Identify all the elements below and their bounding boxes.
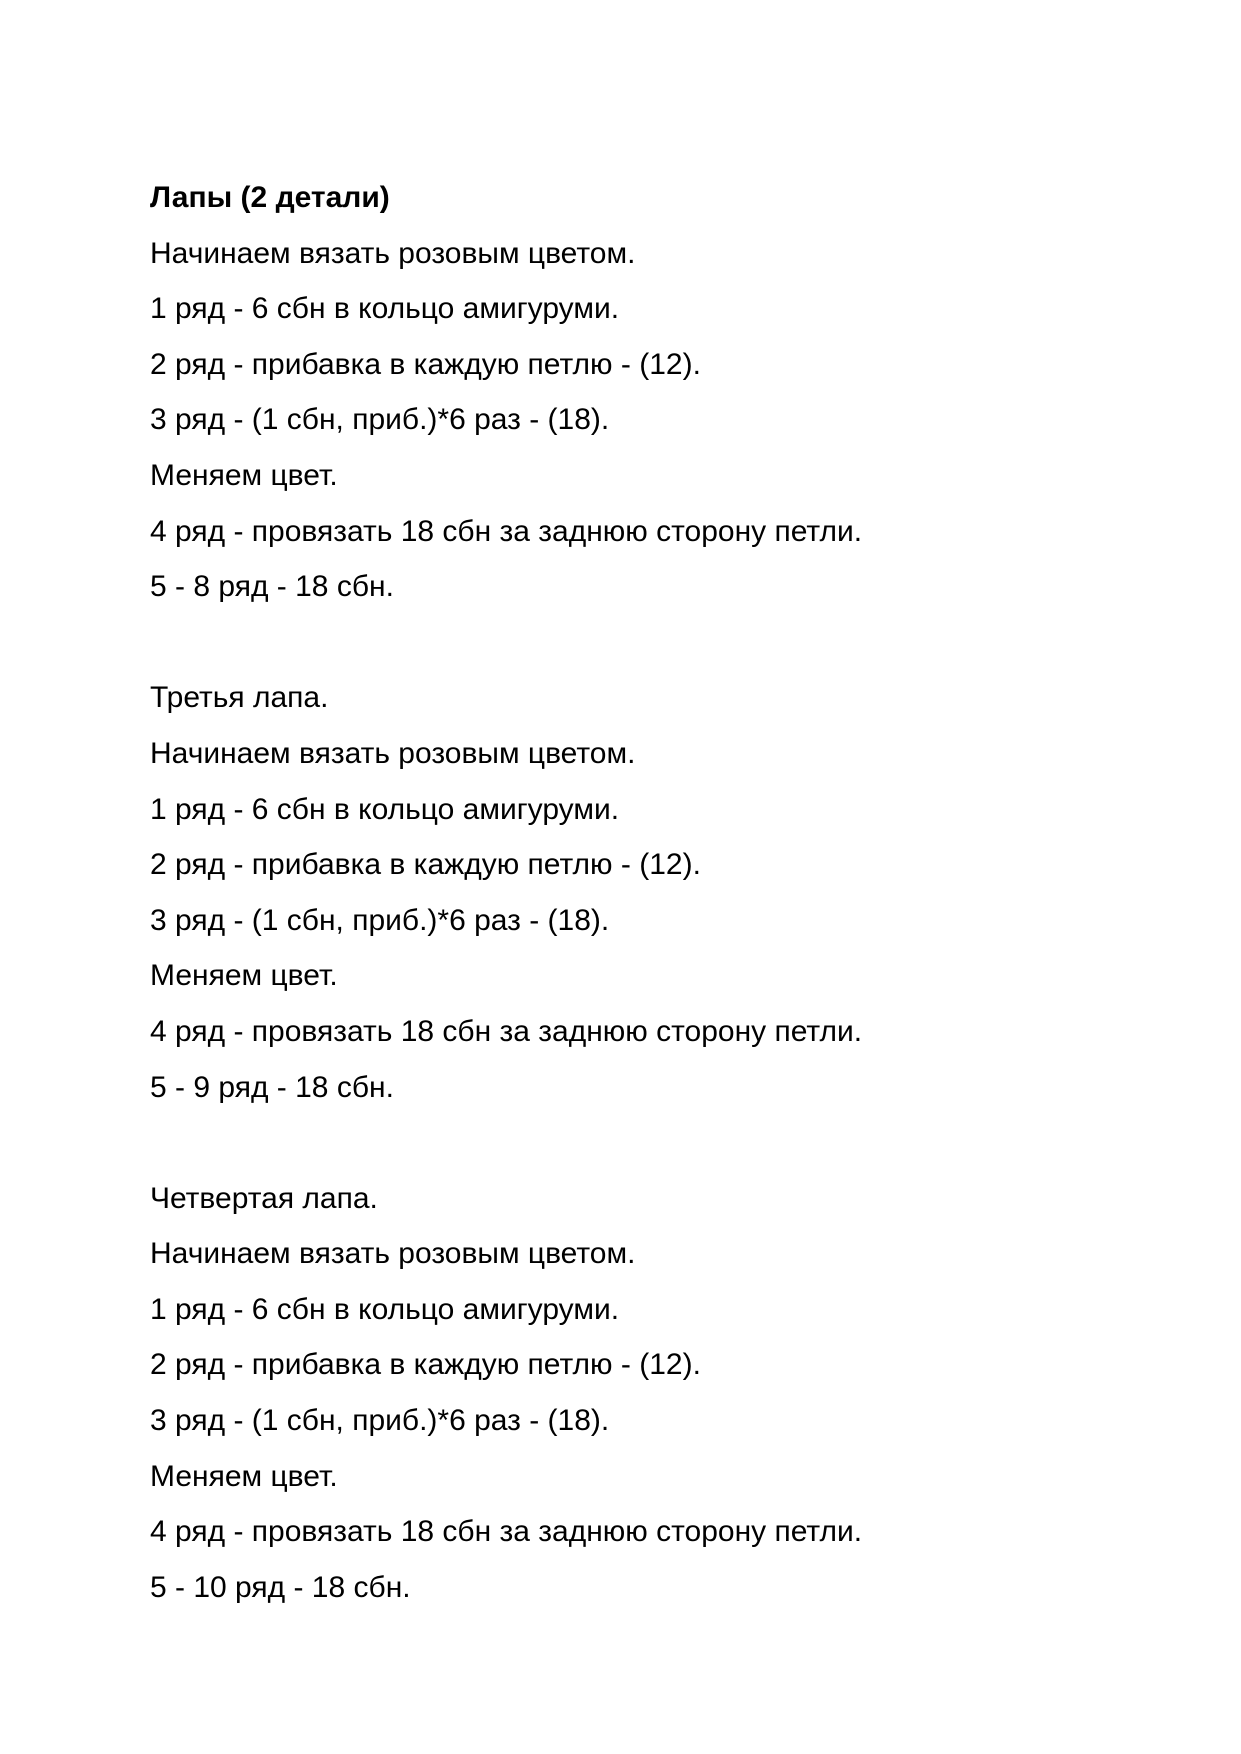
- text-line: 4 ряд - провязать 18 сбн за заднюю сторону петли.: [150, 514, 863, 548]
- section-spacer: [150, 1115, 1150, 1171]
- text-line: 2 ряд - прибавка в каждую петлю - (12).: [150, 347, 701, 381]
- text-line: 5 - 9 ряд - 18 сбн.: [150, 1070, 394, 1104]
- text-line: 2 ряд - прибавка в каждую петлю - (12).: [150, 848, 701, 882]
- document-title: Лапы (2 детали): [150, 181, 390, 214]
- text-line: 3 ряд - (1 сбн, приб.)*6 раз - (18).: [150, 1404, 610, 1438]
- text-line: Начинаем вязать розовым цветом.: [150, 1237, 636, 1271]
- text-line: Меняем цвет.: [150, 959, 338, 993]
- text-line: 1 ряд - 6 сбн в кольцо амигуруми.: [150, 1292, 620, 1326]
- section-heading: Третья лапа.: [150, 681, 329, 715]
- text-line: 2 ряд - прибавка в каждую петлю - (12).: [150, 1348, 701, 1382]
- section-spacer: [150, 615, 1150, 671]
- section-1: [150, 226, 1150, 615]
- text-line: 1 ряд - 6 сбн в кольцо амигуруми.: [150, 292, 620, 326]
- section-heading: Четвертая лапа.: [150, 1181, 378, 1215]
- text-line: Начинаем вязать розовым цветом.: [150, 736, 636, 770]
- section-2: [150, 670, 1150, 1115]
- text-line: Начинаем вязать розовым цветом.: [150, 236, 636, 270]
- text-line: 4 ряд - провязать 18 сбн за заднюю сторону петли.: [150, 1014, 863, 1048]
- document-body: [150, 170, 1150, 1615]
- text-line: Меняем цвет.: [150, 458, 338, 492]
- text-line: 5 - 10 ряд - 18 сбн.: [150, 1570, 411, 1604]
- text-line: 5 - 8 ряд - 18 сбн.: [150, 570, 394, 604]
- text-line: 1 ряд - 6 сбн в кольцо амигуруми.: [150, 792, 620, 826]
- section-3: [150, 1171, 1150, 1616]
- text-line: 3 ряд - (1 сбн, приб.)*6 раз - (18).: [150, 903, 610, 937]
- text-line: 3 ряд - (1 сбн, приб.)*6 раз - (18).: [150, 403, 610, 437]
- text-line: 4 ряд - провязать 18 сбн за заднюю сторону петли.: [150, 1515, 863, 1549]
- text-line: Меняем цвет.: [150, 1459, 338, 1493]
